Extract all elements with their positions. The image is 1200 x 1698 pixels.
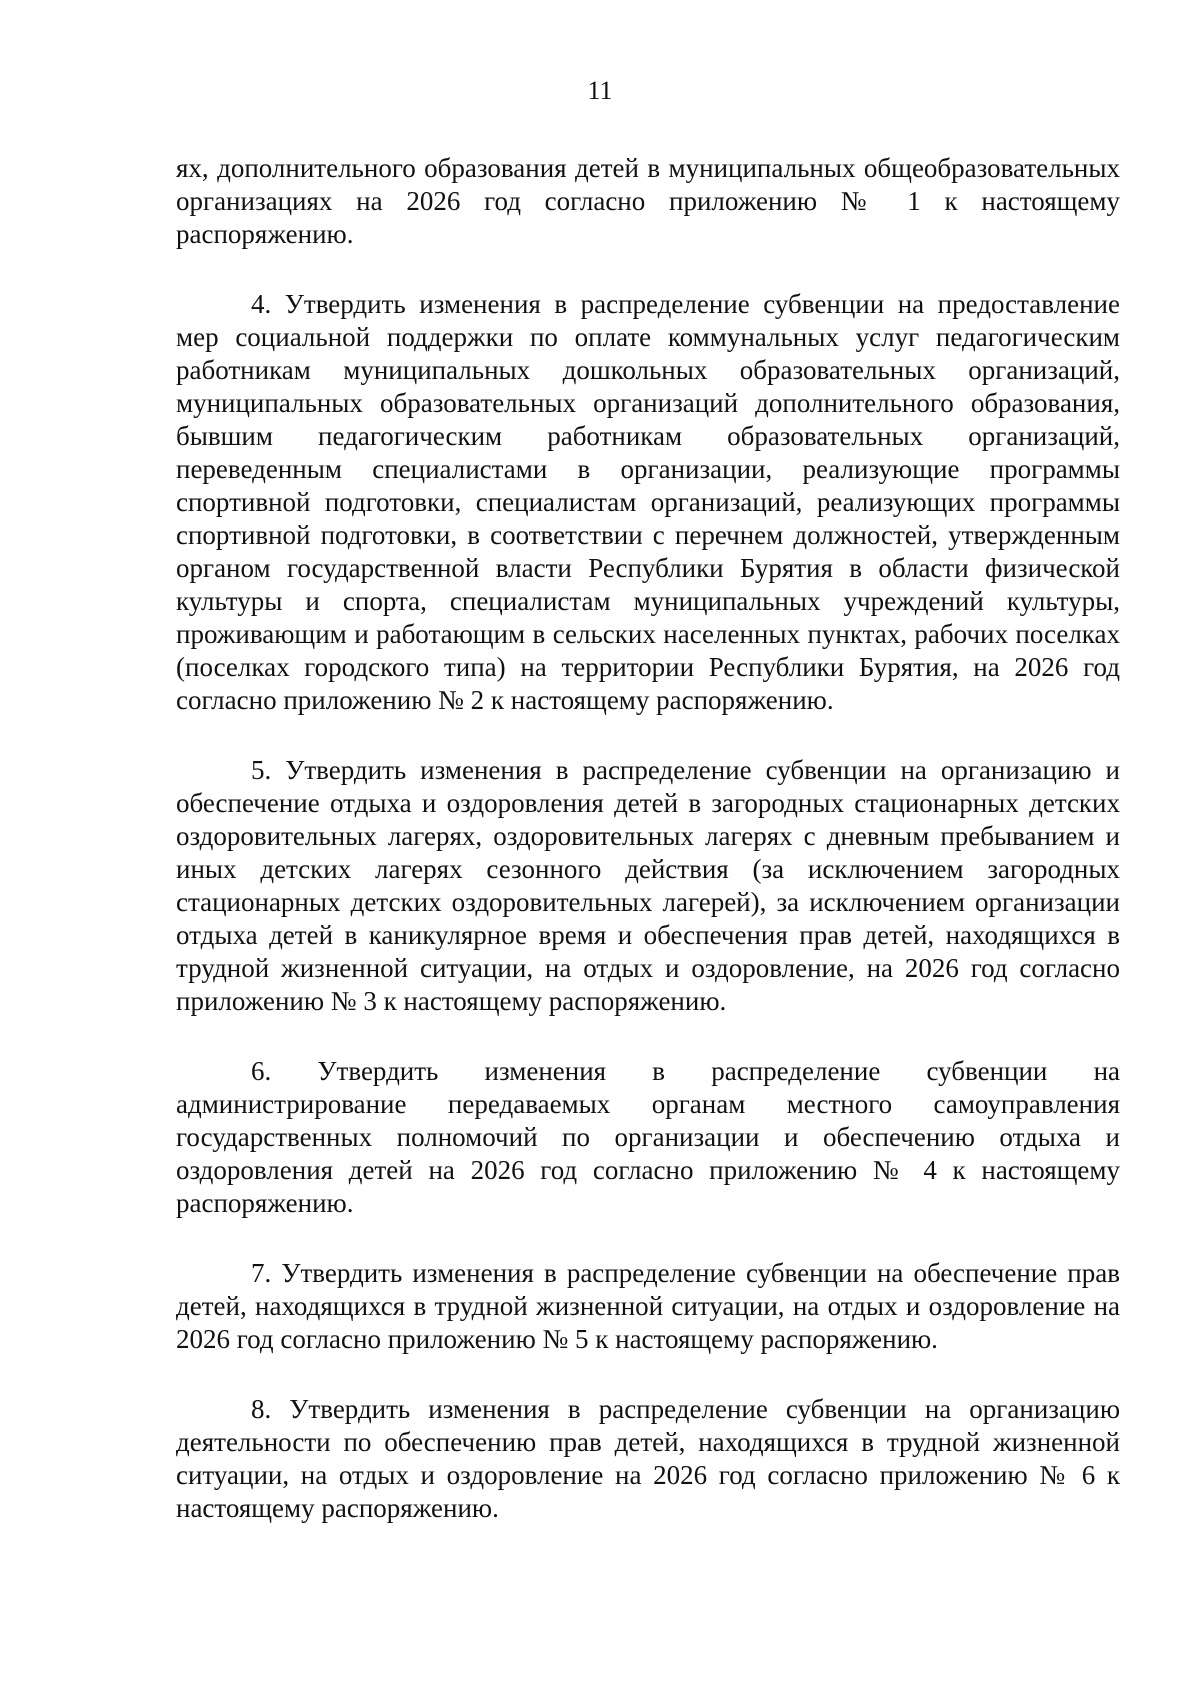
paragraph-item-4: 4. Утвердить изменения в распределение субвенции на предоставление мер социальной поддержки по оплате коммунальных услуг педагогическим работникам муниципальных дошкольных образовательных организаций, муниципальных образовательных организаций дополнительного образования, бывшим педагогическим работникам образовательных организаций, переведенным специалистами в организации, реализующие программы спортивной подготовки, специалистам организаций, реализующих программы спортивной подготовки, в соответствии с перечнем должностей, утвержденным органом государственной власти Республики Бурятия в области физической культуры и спорта, специалистам муниципальных учреждений культуры, проживающим и работающим в сельских населенных пунктах, рабочих поселках (поселках городского типа) на территории Республики Бурятия, на 2026 год согласно приложению № 2 к настоящему распоряжению. <box>176 289 1120 715</box>
paragraph-item-8: 8. Утвердить изменения в распределение субвенции на организацию деятельности по обеспечению прав детей, находящихся в трудной жизненной ситуации, на отдых и оздоровление на 2026 год согласно приложению № 6 к настоящему распоряжению. <box>176 1394 1120 1523</box>
paragraph-item-6: 6. Утвердить изменения в распределение субвенции на администрирование передаваемых органам местного самоуправления государственных полномочий по организации и обеспечению отдыха и оздоровления детей на 2026 год согласно приложению № 4 к настоящему распоряжению. <box>176 1056 1120 1218</box>
document-body <box>176 152 1120 1525</box>
paragraph-item-5: 5. Утвердить изменения в распределение субвенции на организацию и обеспечение отдыха и оздоровления детей в загородных стационарных детских оздоровительных лагерях, оздоровительных лагерях с дневным пребыванием и иных детских лагерях сезонного действия (за исключением загородных стационарных детских оздоровительных лагерей), за исключением организации отдыха детей в каникулярное время и обеспечения прав детей, находящихся в трудной жизненной ситуации, на отдых и оздоровление, на 2026 год согласно приложению № 3 к настоящему распоряжению. <box>176 755 1120 1016</box>
page-number: 11 <box>587 76 613 105</box>
paragraph-item-7: 7. Утвердить изменения в распределение субвенции на обеспечение прав детей, находящихся в трудной жизненной ситуации, на отдых и оздоровление на 2026 год согласно приложению № 5 к настоящему распоряжению. <box>176 1258 1120 1354</box>
paragraph-continuation: ях, дополнительного образования детей в муниципальных общеобразовательных организациях на 2026 год согласно приложению № 1 к настоящему распоряжению. <box>176 153 1120 249</box>
